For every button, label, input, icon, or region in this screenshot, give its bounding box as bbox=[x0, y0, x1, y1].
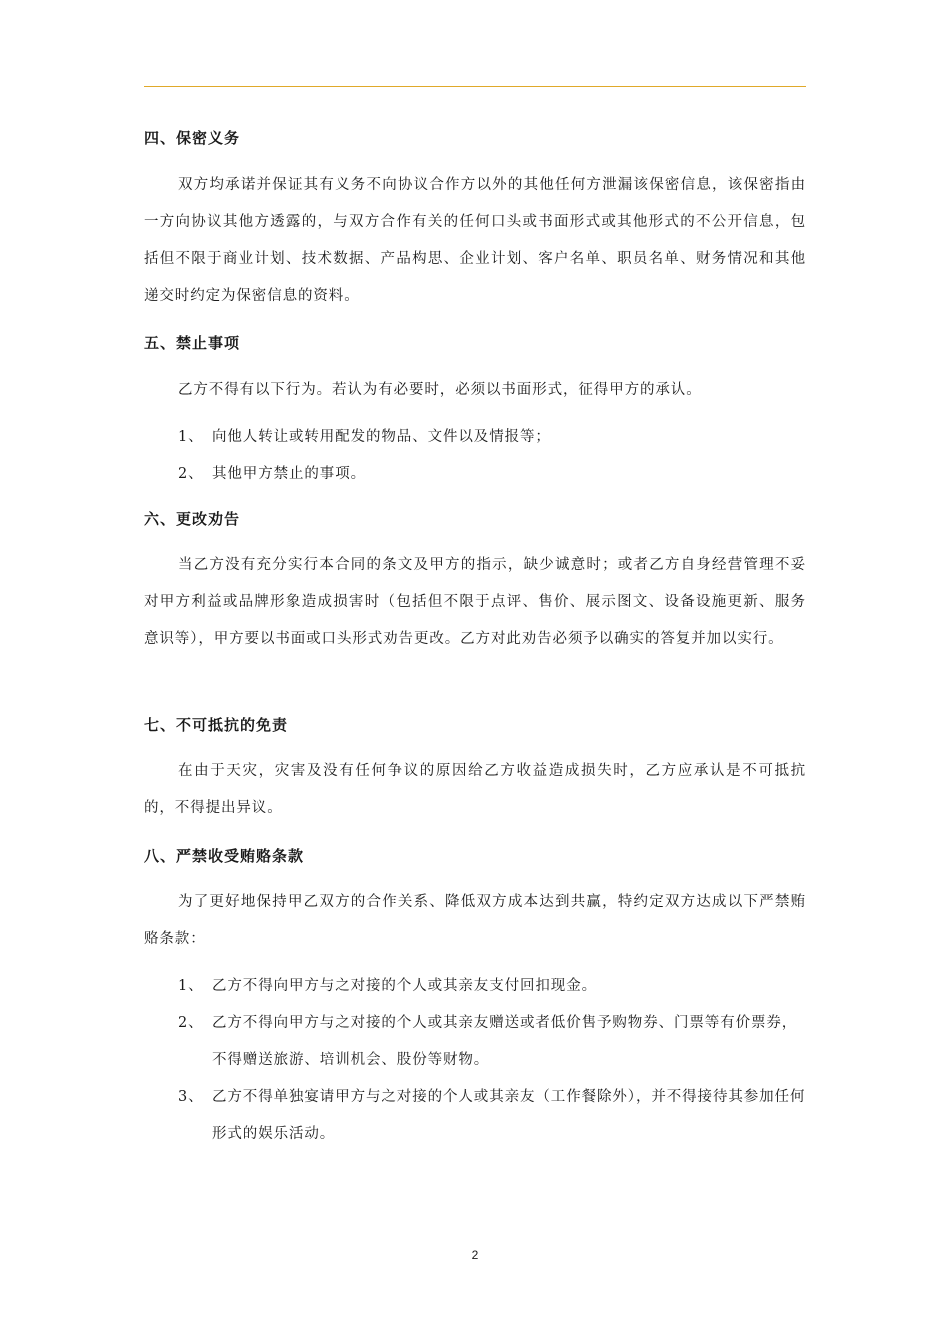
list-item bbox=[144, 968, 806, 1005]
list-item bbox=[144, 1079, 806, 1153]
list bbox=[144, 419, 806, 493]
list-text: 乙方不得向甲方与之对接的个人或其亲友支付回扣现金。 bbox=[212, 978, 597, 994]
list bbox=[144, 968, 806, 1153]
section-confidentiality bbox=[144, 128, 806, 148]
section-correction-advice bbox=[144, 509, 806, 529]
section-force-majeure bbox=[144, 715, 806, 735]
section-heading: 五、禁止事项 bbox=[144, 334, 241, 352]
list-number: 1、 bbox=[178, 978, 204, 994]
paragraph: 为了更好地保持甲乙双方的合作关系、降低双方成本达到共赢，特约定双方达成以下严禁贿赂条款： bbox=[144, 894, 806, 947]
header-rule bbox=[144, 86, 806, 87]
list-item bbox=[144, 456, 806, 493]
list-number: 1、 bbox=[178, 429, 204, 445]
section-body bbox=[144, 547, 806, 658]
section-heading: 七、不可抵抗的免责 bbox=[144, 716, 289, 734]
list-text: 乙方不得向甲方与之对接的个人或其亲友赠送或者低价售予购物券、门票等有价票券，不得赠送旅游、培训机会、股份等财物。 bbox=[212, 1015, 798, 1068]
paragraph: 乙方不得有以下行为。若认为有必要时，必须以书面形式，征得甲方的承认。 bbox=[178, 382, 702, 398]
section-prohibitions bbox=[144, 333, 806, 353]
section-body bbox=[144, 884, 806, 958]
list-number: 2、 bbox=[178, 466, 204, 482]
page-number: 2 bbox=[471, 1248, 479, 1262]
section-body bbox=[144, 167, 806, 315]
section-heading: 六、更改劝告 bbox=[144, 510, 241, 528]
section-heading: 四、保密义务 bbox=[144, 129, 241, 147]
list-number: 2、 bbox=[178, 1015, 204, 1031]
list-item bbox=[144, 1005, 806, 1079]
list-text: 乙方不得单独宴请甲方与之对接的个人或其亲友（工作餐除外），并不得接待其参加任何形式的娱乐活动。 bbox=[212, 1089, 806, 1142]
paragraph: 当乙方没有充分实行本合同的条文及甲方的指示，缺少诚意时；或者乙方自身经营管理不妥对甲方利益或品牌形象造成损害时（包括但不限于点评、售价、展示图文、设备设施更新、服务意识等），甲方要以书面或口头形式劝告更改。乙方对此劝告必须予以确实的答复并加以实行。 bbox=[144, 557, 806, 647]
list-text: 向他人转让或转用配发的物品、文件以及情报等； bbox=[212, 429, 551, 445]
paragraph: 双方均承诺并保证其有义务不向协议合作方以外的其他任何方泄漏该保密信息，该保密指由一方向协议其他方透露的，与双方合作有关的任何口头或书面形式或其他形式的不公开信息，包括但不限于商业计划、技术数据、产品构思、企业计划、客户名单、职员名单、财务情况和其他递交时约定为保密信息的资料。 bbox=[144, 177, 806, 304]
list-number: 3、 bbox=[178, 1089, 204, 1105]
section-heading: 八、严禁收受贿赂条款 bbox=[144, 847, 305, 865]
section-body bbox=[144, 753, 806, 827]
list-item bbox=[144, 419, 806, 456]
section-anti-bribery bbox=[144, 846, 806, 866]
list-text: 其他甲方禁止的事项。 bbox=[212, 466, 366, 482]
section-body bbox=[144, 372, 806, 409]
paragraph: 在由于天灾，灾害及没有任何争议的原因给乙方收益造成损失时，乙方应承认是不可抵抗的，不得提出异议。 bbox=[144, 763, 806, 816]
